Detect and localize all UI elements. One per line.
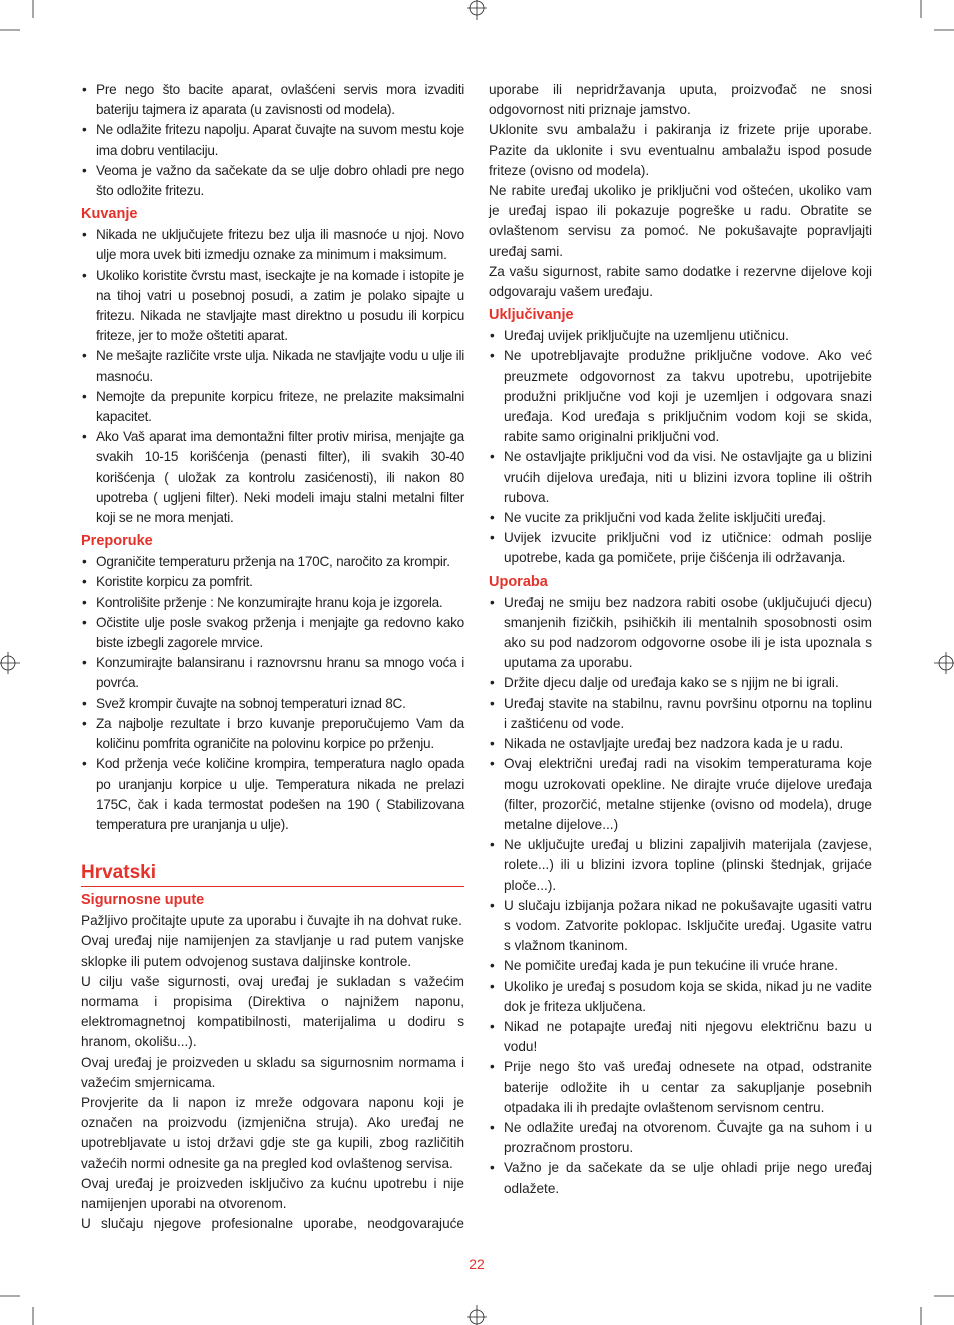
section-title-sigurnosne-upute: Sigurnosne upute: [81, 892, 205, 909]
section-title-uporaba: Uporaba: [489, 573, 548, 590]
list-item: • Nikad ne potapajte uređaj niti njegovu električnu bazu u vodu!: [489, 1017, 872, 1057]
list-item: • Koristite korpicu za pomfrit.: [81, 572, 464, 592]
uporaba-list: [489, 593, 872, 1199]
list-item: • Uređaj uvijek priključujte na uzemljenu utičnicu.: [489, 326, 872, 346]
list-item: • Ovaj električni uređaj radi na visokim temperaturama koje mogu uzrokovati opekline. Ne dirajte vruće dijelove uređaja (filter, prozorčić, metalne stijenke (ovisno od modela), druge metalne dijelove...): [489, 754, 872, 835]
list-item: • Držite djecu dalje od uređaja kako se s njijm ne bi igrali.: [489, 673, 872, 693]
list-item: • Ukoliko je uređaj s posudom koja se skida, nikad ju ne vadite dok je friteza uključena.: [489, 977, 872, 1017]
list-item: • Uređaj ne smiju bez nadzora rabiti osobe (uključujući djecu) smanjenih fizičkih, psihičkih ili mentalnih sposobnosti osim ako su pod nadzorom odgovorne osobe ili je ista upoznala s uputama za uporabu.: [489, 593, 872, 674]
left-column: [81, 80, 464, 1234]
list-item: • Pre nego što bacite aparat, ovlašćeni servis mora izvaditi bateriju tajmera iz aparata (u zavisnosti od modela).: [81, 80, 464, 120]
list-item: • Za najbolje rezultate i brzo kuvanje preporučujemo Vam da količinu pomfrita ograničite na polovinu korpice po prženju.: [81, 714, 464, 754]
list-item: • Ukoliko koristite čvrstu mast, iseckajte je na komade i istopite je na tihoj vatri u posebnoj posudi, a zatim je polako sipajte u fritezu. Nikada ne stavljajte mast direktno u posudu ili korpicu friteze, jer to može oštetiti aparat.: [81, 266, 464, 347]
section-title-ukljucivanje: Uključivanje: [489, 307, 574, 324]
list-item: • Prije nego što vaš uređaj odnesete na otpad, odstranite baterije odložite ih u centar za sakupljanje posebnih otpadaka ili ih predajte ovlaštenom servisnom centru.: [489, 1057, 872, 1118]
list-item: • Ne vucite za priključni vod kada želite isključiti uređaj.: [489, 508, 872, 528]
list-item: • Svež krompir čuvajte na sobnoj temperaturi iznad 8C.: [81, 694, 464, 714]
section-title-preporuke: Preporuke: [81, 533, 153, 550]
list-item: • Ne odlažite fritezu napolju. Aparat čuvajte na suvom mestu koje ima dobru ventilaciju.: [81, 120, 464, 160]
list-item: • Nikada ne ostavljajte uređaj bez nadzora kada je u radu.: [489, 734, 872, 754]
disposal-list: [81, 80, 464, 201]
list-item: • Kontrolišite prženje : Ne konzumirajte hranu koja je izgorela.: [81, 593, 464, 613]
paragraph: Uklonite svu ambalažu i pakiranja iz frizete prije uporabe. Pazite da uklonite i svu eventualnu ambalažu ispod posude friteze (ovisno od modela).: [489, 122, 872, 178]
paragraph: uporabe ili nepridržavanja uputa, proizvođač ne snosi odgovornost niti priznaje jamstvo.: [489, 82, 872, 118]
page-number: 22: [469, 1256, 485, 1272]
right-column: [489, 80, 872, 1199]
list-item: • Veoma je važno da sačekate da se ulje dobro ohladi pre nego što odložite fritezu.: [81, 161, 464, 201]
list-item: • Kod prženja veće količine krompira, temperatura naglo opada po uranjanju korpice u ulje. Temperatura nikada ne prelazi 175C, čak i kada termostat podešen na 190 ( Stabilizovana temperatura pre uranjanja u ulje).: [81, 754, 464, 835]
ukljucivanje-list: [489, 326, 872, 568]
list-item: • Ako Vaš aparat ima demontažni filter protiv mirisa, menjajte ga svakih 10-15 korišćenja (penasti filter), ili svakih 30-40 korišćenja ( uložak za kontrolu zasićenosti), ili nakon 80 upotreba ( ugljeni filter). Neki modeli imaju stalni metalni filter koji se ne mora menjati.: [81, 427, 464, 528]
list-item: • Uvijek izvucite priključni vod iz utičnice: odmah poslije upotrebe, kada ga pomičete, prije čišćenja ili održavanja.: [489, 528, 872, 568]
paragraph: Ovaj uređaj je proizveden isključivo za kućnu upotrebu i nije namijenjen uporabi na otvorenom.: [81, 1175, 464, 1211]
list-item: • Ne uključujte uređaj u blizini zapaljivih materijala (zavjese, rolete...) ili u blizini izvora topline (plinski štednjak, grijaće ploče...).: [489, 835, 872, 896]
list-item: • Nikada ne uključujete fritezu bez ulja ili masnoće u njoj. Novo ulje mora uvek biti izmedju oznake za minimum i maksimum.: [81, 225, 464, 265]
list-item: • Konzumirajte balansiranu i raznovrsnu hranu sa mnogo voća i povrća.: [81, 653, 464, 693]
list-item: • Ne mešajte različite vrste ulja. Nikada ne stavljajte vodu u ulje ili masnoću.: [81, 346, 464, 386]
list-item: • Ne odlažite uređaj na otvorenom. Čuvajte ga na suhom i u prozračnom prostoru.: [489, 1118, 872, 1158]
list-item: • Nemojte da prepunite korpicu friteze, ne prelazite maksimalni kapacitet.: [81, 387, 464, 427]
paragraph: Za vašu sigurnost, rabite samo dodatke i rezervne dijelove koji odgovaraju vašem uređaju.: [489, 263, 872, 300]
kuvanje-list: [81, 225, 464, 528]
language-heading: Hrvatski: [81, 861, 464, 887]
paragraph: Provjerite da li napon iz mreže odgovara naponu koji je označen na proizvodu (izmjenična struja). Ako uređaj ne upotrebljavate u istoj državi gdje ste ga kupili, zbog različitih važećih normi odnesite ga na pregled kod ovlaštenog servisa.: [81, 1094, 464, 1171]
paragraph: U cilju vaše sigurnosti, ovaj uređaj je sukladan s važećim normama i propisima (Direktiva o najnižem naponu, elektromagnetnoj kompatibilnosti, materijalima u dodiru s hranom, okolišu...).: [81, 973, 464, 1050]
list-item: • Očistite ulje posle svakog prženja i menjajte ga redovno kako biste izbegli zagorele mrvice.: [81, 613, 464, 653]
section-title-kuvanje: Kuvanje: [81, 206, 138, 223]
list-item: • Uređaj stavite na stabilnu, ravnu površinu otpornu na toplinu i zaštićenu od vode.: [489, 694, 872, 734]
list-item: • U slučaju izbijanja požara nikad ne pokušavajte ugasiti vatru s vodom. Zatvorite poklopac. Isključite uređaj. Ugasite vatru s vlažnom tkaninom.: [489, 896, 872, 957]
list-item: • Ne upotrebljavajte produžne priključne vodove. Ako već preuzmete odgovornost za takvu upotrebu, upotrijebite produžni priključne vod koji je uzemljen i odgovara snazi uređaja. Kod uređaja s priključnim vodom koji se skida, rabite samo originalni priključni vod.: [489, 346, 872, 447]
preporuke-list: [81, 552, 464, 835]
list-item: • Važno je da sačekate da se ulje ohladi prije nego uređaj odlažete.: [489, 1158, 872, 1198]
list-item: • Ne pomičite uređaj kada je pun tekućine ili vruće hrane.: [489, 956, 872, 976]
list-item: • Ograničite temperaturu prženja na 170C, naročito za krompir.: [81, 552, 464, 572]
list-item: • Ne ostavljajte priključni vod da visi. Ne ostavljajte ga u blizini vrućih dijelova uređaja, niti u blizini izvora topline ili oštrih rubova.: [489, 447, 872, 508]
paragraph: Ne rabite uređaj ukoliko je priključni vod oštećen, ukoliko vam je uređaj ispao ili pokazuje pogreške u radu. Obratite se ovlaštenom servisu za pomoć. Ne pokušavajte popravljajti uređaj sami.: [489, 183, 872, 259]
paragraph: Pažljivo pročitajte upute za uporabu i čuvajte ih na dohvat ruke.: [81, 913, 462, 929]
paragraph: Ovaj uređaj je proizveden u skladu sa sigurnosnim normama i važećim smjernicama.: [81, 1054, 464, 1090]
paragraph: U slučaju njegove profesionalne uporabe, neodgovarajuće: [81, 1216, 464, 1232]
paragraph: Ovaj uređaj nije namijenjen za stavljanje u rad putem vanjske sklopke ili putem odvojenog sustava daljinske kontrole.: [81, 933, 464, 969]
